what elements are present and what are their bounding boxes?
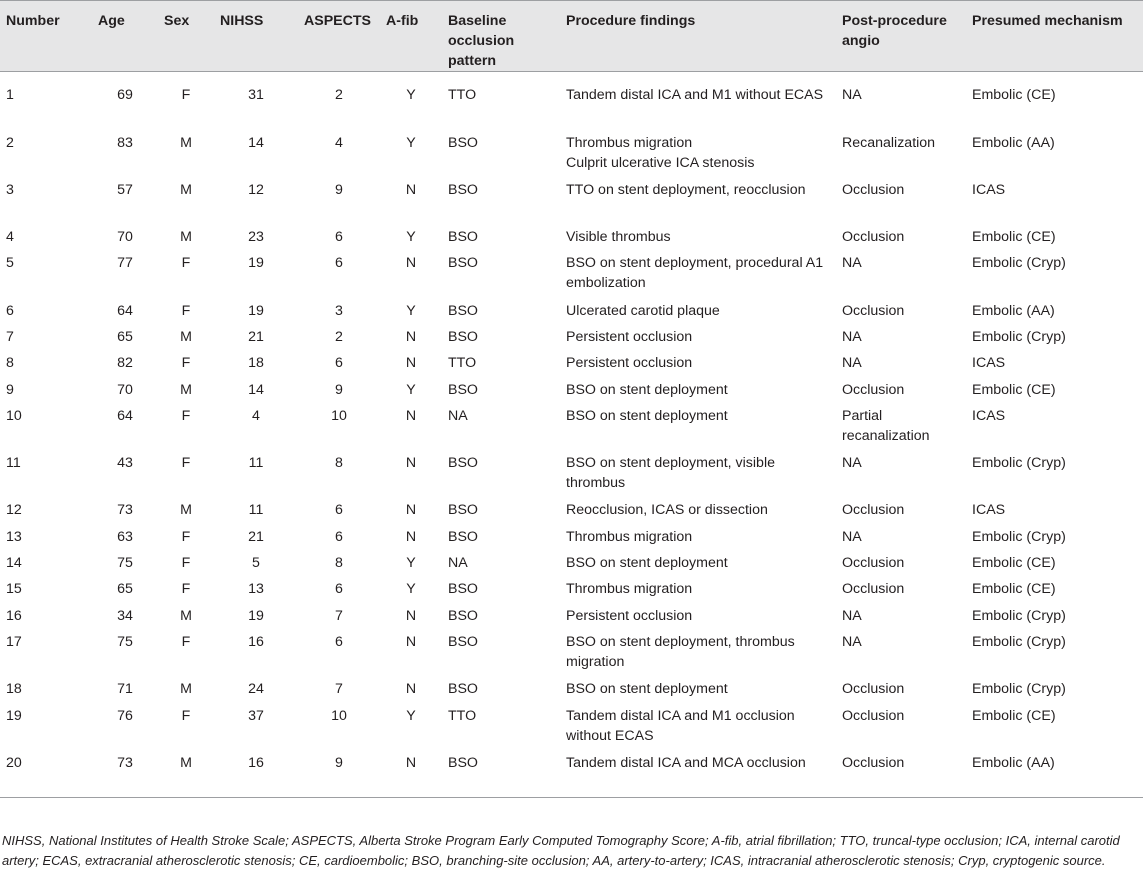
header-age: Age — [92, 1, 158, 72]
cell-post-procedure-angio: Occlusion — [842, 302, 905, 319]
cell-nihss: 21 — [248, 328, 264, 345]
cell-age: 82 — [117, 355, 133, 372]
table-row — [0, 676, 1143, 702]
cell-baseline-occlusion: TTO — [448, 707, 477, 724]
cell-nihss: 16 — [248, 633, 264, 650]
cell-baseline-occlusion: BSO — [448, 502, 478, 519]
cell-age: 64 — [117, 407, 133, 424]
cell-sex: F — [181, 707, 191, 724]
cell-baseline-occlusion: NA — [448, 555, 468, 572]
cell-afib: Y — [406, 134, 416, 151]
header-sex: Sex — [158, 1, 214, 72]
cell-post-procedure-angio: Recanalization — [842, 134, 936, 151]
cell-nihss: 21 — [248, 528, 264, 545]
cell-afib: N — [405, 181, 417, 198]
cell-post-procedure-angio: NA — [842, 607, 862, 624]
header-aspects: ASPECTS — [298, 1, 380, 72]
table-row — [0, 497, 1143, 523]
cell-baseline-occlusion: BSO — [448, 302, 478, 319]
cell-nihss: 31 — [248, 87, 264, 103]
cell-aspects: 7 — [335, 607, 343, 624]
cell-age: 70 — [117, 229, 133, 246]
cell-aspects: 9 — [335, 181, 343, 198]
cell-post-procedure-angio: NA — [842, 87, 862, 103]
table-row — [0, 130, 1143, 177]
cell-aspects: 6 — [335, 528, 343, 545]
cell-aspects: 9 — [335, 381, 343, 398]
cell-procedure-findings: Thrombus migration — [566, 581, 693, 598]
table-row — [0, 250, 1143, 297]
cell-presumed-mechanism: Embolic (Cryp) — [972, 255, 1066, 272]
table-row — [0, 750, 1143, 797]
cell-age: 73 — [117, 502, 133, 519]
cell-baseline-occlusion: BSO — [448, 633, 478, 650]
cell-post-procedure-angio: Occlusion — [842, 229, 905, 246]
cell-aspects: 2 — [335, 87, 343, 103]
cell-age: 64 — [117, 302, 133, 319]
cell-post-procedure-angio: Occlusion — [842, 181, 905, 198]
cell-sex: F — [181, 455, 191, 472]
header-procedure-findings: Procedure findings — [560, 1, 836, 72]
cell-afib: N — [380, 750, 442, 797]
cell-procedure-findings: Visible thrombus — [566, 229, 671, 246]
cell-presumed-mechanism: Embolic (Cryp) — [972, 528, 1066, 545]
table-row — [0, 350, 1143, 376]
header-nihss: NIHSS — [214, 1, 298, 72]
table-row — [0, 298, 1143, 324]
cell-number: 1 — [6, 87, 14, 103]
cell-procedure-findings: Thrombus migration — [566, 528, 693, 545]
cell-aspects: 6 — [335, 255, 343, 272]
cell-sex: F — [181, 255, 191, 272]
cell-post-procedure-angio: Occlusion — [842, 555, 905, 572]
cell-post-procedure-angio: Partial recanalization — [842, 407, 930, 444]
cell-sex: F — [181, 302, 191, 319]
cell-sex: F — [181, 355, 191, 372]
cell-procedure-findings: Persistent occlusion — [566, 607, 693, 624]
cell-nihss: 19 — [248, 607, 264, 624]
cell-presumed-mechanism: Embolic (Cryp) — [972, 681, 1066, 698]
cell-baseline-occlusion: BSO — [448, 681, 478, 698]
cell-post-procedure-angio: NA — [842, 255, 862, 272]
cell-presumed-mechanism: ICAS — [972, 181, 1006, 198]
cell-sex: M — [180, 502, 192, 519]
header-number: Number — [0, 1, 92, 72]
header-baseline-occlusion: Baseline occlusion pattern — [442, 1, 560, 72]
cell-nihss: 19 — [248, 255, 264, 272]
cell-number: 16 — [6, 607, 22, 624]
cell-afib: Y — [406, 381, 416, 398]
cell-baseline-occlusion: BSO — [448, 134, 478, 151]
cell-baseline-occlusion: BSO — [448, 181, 478, 198]
cell-number: 10 — [6, 407, 22, 424]
cell-post-procedure-angio: Occlusion — [842, 381, 905, 398]
cell-baseline-occlusion: BSO — [442, 750, 560, 797]
cell-presumed-mechanism: Embolic (AA) — [972, 302, 1055, 319]
cell-baseline-occlusion: BSO — [448, 581, 478, 598]
cell-sex: F — [181, 633, 191, 650]
table-row — [0, 177, 1143, 224]
cell-nihss: 11 — [248, 455, 264, 472]
cell-procedure-findings: BSO on stent deployment — [566, 407, 728, 424]
table-row — [0, 377, 1143, 403]
cell-procedure-findings: BSO on stent deployment, thrombus migration — [566, 633, 795, 670]
cell-nihss: 14 — [248, 134, 264, 151]
cell-aspects: 3 — [335, 302, 343, 319]
cell-afib: N — [405, 633, 417, 650]
cell-age: 57 — [117, 181, 133, 198]
cell-nihss: 19 — [248, 302, 264, 319]
cell-sex: M — [180, 181, 192, 198]
cell-procedure-findings: Persistent occlusion — [566, 355, 693, 372]
table-row — [0, 224, 1143, 250]
cell-afib: Y — [406, 555, 416, 572]
cell-age: 65 — [117, 581, 133, 598]
cell-age: 75 — [117, 555, 133, 572]
cell-afib: N — [405, 355, 417, 372]
cell-nihss: 37 — [248, 707, 264, 724]
cell-age: 69 — [117, 87, 133, 103]
cell-age: 71 — [117, 681, 133, 698]
table-row — [0, 72, 1143, 130]
cell-age: 63 — [117, 528, 133, 545]
cell-number: 14 — [6, 555, 22, 572]
cell-number: 13 — [6, 528, 22, 545]
cell-number: 15 — [6, 581, 22, 598]
cell-number: 20 — [0, 750, 92, 797]
cell-aspects: 8 — [335, 555, 343, 572]
cell-sex: M — [180, 381, 192, 398]
cell-number: 17 — [6, 633, 22, 650]
cell-baseline-occlusion: BSO — [448, 381, 478, 398]
cell-afib: Y — [406, 581, 416, 598]
cell-afib: N — [405, 328, 417, 345]
cell-nihss: 5 — [252, 555, 260, 572]
cell-afib: Y — [406, 707, 416, 724]
cell-age: 34 — [117, 607, 133, 624]
cell-number: 12 — [6, 502, 22, 519]
cell-procedure-findings: BSO on stent deployment — [566, 381, 728, 398]
cell-number: 4 — [6, 229, 14, 246]
cell-baseline-occlusion: BSO — [448, 607, 478, 624]
table-row — [0, 403, 1143, 450]
cell-nihss: 18 — [248, 355, 264, 372]
cell-baseline-occlusion: BSO — [448, 455, 478, 472]
cell-aspects: 6 — [335, 229, 343, 246]
cell-aspects: 6 — [335, 355, 343, 372]
cell-age: 83 — [117, 134, 133, 151]
table-row — [0, 550, 1143, 576]
cell-presumed-mechanism: Embolic (AA) — [972, 134, 1055, 151]
table-row — [0, 603, 1143, 629]
cell-sex: F — [181, 407, 191, 424]
cell-afib: N — [405, 455, 417, 472]
cell-afib: N — [405, 681, 417, 698]
cell-afib: N — [405, 255, 417, 272]
cell-age: 70 — [117, 381, 133, 398]
cell-presumed-mechanism: ICAS — [972, 502, 1006, 519]
table-row — [0, 524, 1143, 550]
cell-post-procedure-angio: Occlusion — [842, 681, 905, 698]
cell-procedure-findings: Tandem distal ICA and M1 occlusion without ECAS — [566, 707, 795, 744]
cell-sex: M — [180, 134, 192, 151]
cell-aspects: 6 — [335, 581, 343, 598]
cell-procedure-findings: BSO on stent deployment — [566, 555, 728, 572]
cell-aspects: 10 — [331, 707, 347, 724]
cell-baseline-occlusion: TTO — [448, 355, 477, 372]
cell-presumed-mechanism: Embolic (CE) — [972, 555, 1056, 572]
cell-procedure-findings: Thrombus migration Culprit ulcerative ICA stenosis — [566, 134, 755, 171]
cell-afib: Y — [406, 302, 416, 319]
cell-post-procedure-angio: Occlusion — [842, 502, 905, 519]
table-body — [0, 72, 1143, 798]
table-row — [0, 324, 1143, 350]
cell-age: 43 — [117, 455, 133, 472]
cell-nihss: 16 — [214, 750, 298, 797]
cell-post-procedure-angio: NA — [842, 528, 862, 545]
cell-procedure-findings: Persistent occlusion — [566, 328, 693, 345]
cell-baseline-occlusion: TTO — [448, 87, 477, 103]
cell-sex: F — [181, 528, 191, 545]
cell-afib: Y — [406, 229, 416, 246]
cell-nihss: 13 — [248, 581, 264, 598]
cell-age: 73 — [92, 750, 158, 797]
cell-age: 77 — [117, 255, 133, 272]
cell-post-procedure-angio: Occlusion — [836, 750, 966, 797]
cell-afib: N — [405, 528, 417, 545]
cell-baseline-occlusion: NA — [448, 407, 468, 424]
cell-nihss: 11 — [248, 502, 264, 519]
cell-presumed-mechanism: Embolic (Cryp) — [972, 455, 1066, 472]
header-afib: A-fib — [380, 1, 442, 72]
cell-presumed-mechanism: Embolic (CE) — [972, 381, 1056, 398]
header-row — [0, 1, 1143, 72]
cell-number: 11 — [6, 455, 21, 472]
cell-post-procedure-angio: Occlusion — [842, 581, 905, 598]
cell-aspects: 7 — [335, 681, 343, 698]
cell-age: 76 — [117, 707, 133, 724]
cell-post-procedure-angio: NA — [842, 355, 862, 372]
table-row — [0, 450, 1143, 497]
table-row — [0, 629, 1143, 676]
cell-number: 7 — [6, 328, 14, 345]
cell-number: 2 — [6, 134, 14, 151]
cell-aspects: 10 — [331, 407, 347, 424]
cell-sex: F — [181, 87, 191, 103]
cell-presumed-mechanism: Embolic (Cryp) — [972, 607, 1066, 624]
cell-nihss: 23 — [248, 229, 264, 246]
cell-afib: N — [405, 407, 417, 424]
cell-baseline-occlusion: BSO — [448, 255, 478, 272]
cell-procedure-findings: Reocclusion, ICAS or dissection — [566, 502, 768, 519]
cell-aspects: 9 — [298, 750, 380, 797]
cell-presumed-mechanism: Embolic (CE) — [972, 87, 1056, 103]
cell-post-procedure-angio: Occlusion — [842, 707, 905, 724]
cell-aspects: 2 — [335, 328, 343, 345]
cell-presumed-mechanism: Embolic (AA) — [966, 750, 1143, 797]
cell-nihss: 4 — [252, 407, 260, 424]
cell-procedure-findings: Ulcerated carotid plaque — [566, 302, 720, 319]
cell-number: 18 — [6, 681, 22, 698]
header-post-procedure-angio: Post-procedure angio — [836, 1, 966, 72]
cell-baseline-occlusion: BSO — [448, 328, 478, 345]
cell-procedure-findings: TTO on stent deployment, reocclusion — [566, 181, 806, 198]
cell-sex: M — [180, 328, 192, 345]
cell-nihss: 24 — [248, 681, 264, 698]
cell-sex: M — [180, 681, 192, 698]
cell-aspects: 4 — [335, 134, 343, 151]
cell-presumed-mechanism: Embolic (CE) — [972, 707, 1056, 724]
cell-nihss: 12 — [248, 181, 264, 198]
cell-presumed-mechanism: Embolic (Cryp) — [972, 633, 1066, 650]
cell-nihss: 14 — [248, 381, 264, 398]
cell-sex: M — [158, 750, 214, 797]
cell-number: 3 — [6, 181, 14, 198]
cell-afib: N — [405, 502, 417, 519]
cell-aspects: 8 — [335, 455, 343, 472]
cell-presumed-mechanism: ICAS — [972, 407, 1006, 424]
cell-presumed-mechanism: ICAS — [972, 355, 1006, 372]
cell-procedure-findings: BSO on stent deployment, visible thrombus — [566, 455, 775, 492]
cell-age: 65 — [117, 328, 133, 345]
cell-baseline-occlusion: BSO — [448, 528, 478, 545]
cell-procedure-findings: BSO on stent deployment — [566, 681, 728, 698]
cell-aspects: 6 — [335, 502, 343, 519]
cell-post-procedure-angio: NA — [842, 328, 862, 345]
cell-aspects: 6 — [335, 633, 343, 650]
cell-number: 8 — [6, 355, 14, 372]
table-row — [0, 576, 1143, 602]
cell-post-procedure-angio: NA — [842, 633, 862, 650]
cell-sex: F — [181, 581, 191, 598]
cell-procedure-findings: Tandem distal ICA and MCA occlusion — [560, 750, 836, 797]
cell-number: 19 — [6, 707, 22, 724]
cell-number: 9 — [6, 381, 14, 398]
cell-presumed-mechanism: Embolic (CE) — [972, 581, 1056, 598]
cell-number: 5 — [6, 255, 14, 272]
table-row — [0, 703, 1143, 750]
cell-sex: M — [180, 229, 192, 246]
header-presumed-mechanism: Presumed mechanism — [966, 1, 1143, 72]
cell-presumed-mechanism: Embolic (Cryp) — [972, 328, 1066, 345]
cell-age: 75 — [117, 633, 133, 650]
cell-procedure-findings: Tandem distal ICA and M1 without ECAS — [566, 87, 824, 103]
cell-procedure-findings: BSO on stent deployment, procedural A1 embolization — [566, 255, 824, 292]
cell-number: 6 — [6, 302, 14, 319]
cell-afib: N — [405, 607, 417, 624]
cell-sex: F — [181, 555, 191, 572]
table-footnote: NIHSS, National Institutes of Health Stroke Scale; ASPECTS, Alberta Stroke Program Early Computed Tomography Score; A-fib, atrial fibrillation; TTO, truncal-type occlusion; ICA, internal carotid artery; ECAS, extracranial atherosclerotic stenosis; CE, cardioembolic; BSO, branching-site occlusion; AA, artery-to-artery; ICAS, intracranial atherosclerotic stenosis; Cryp, cryptogenic source. — [2, 833, 1120, 868]
cell-afib: Y — [406, 87, 416, 103]
cell-presumed-mechanism: Embolic (CE) — [972, 229, 1056, 246]
cell-sex: M — [180, 607, 192, 624]
cell-post-procedure-angio: NA — [842, 455, 862, 472]
cell-baseline-occlusion: BSO — [448, 229, 478, 246]
